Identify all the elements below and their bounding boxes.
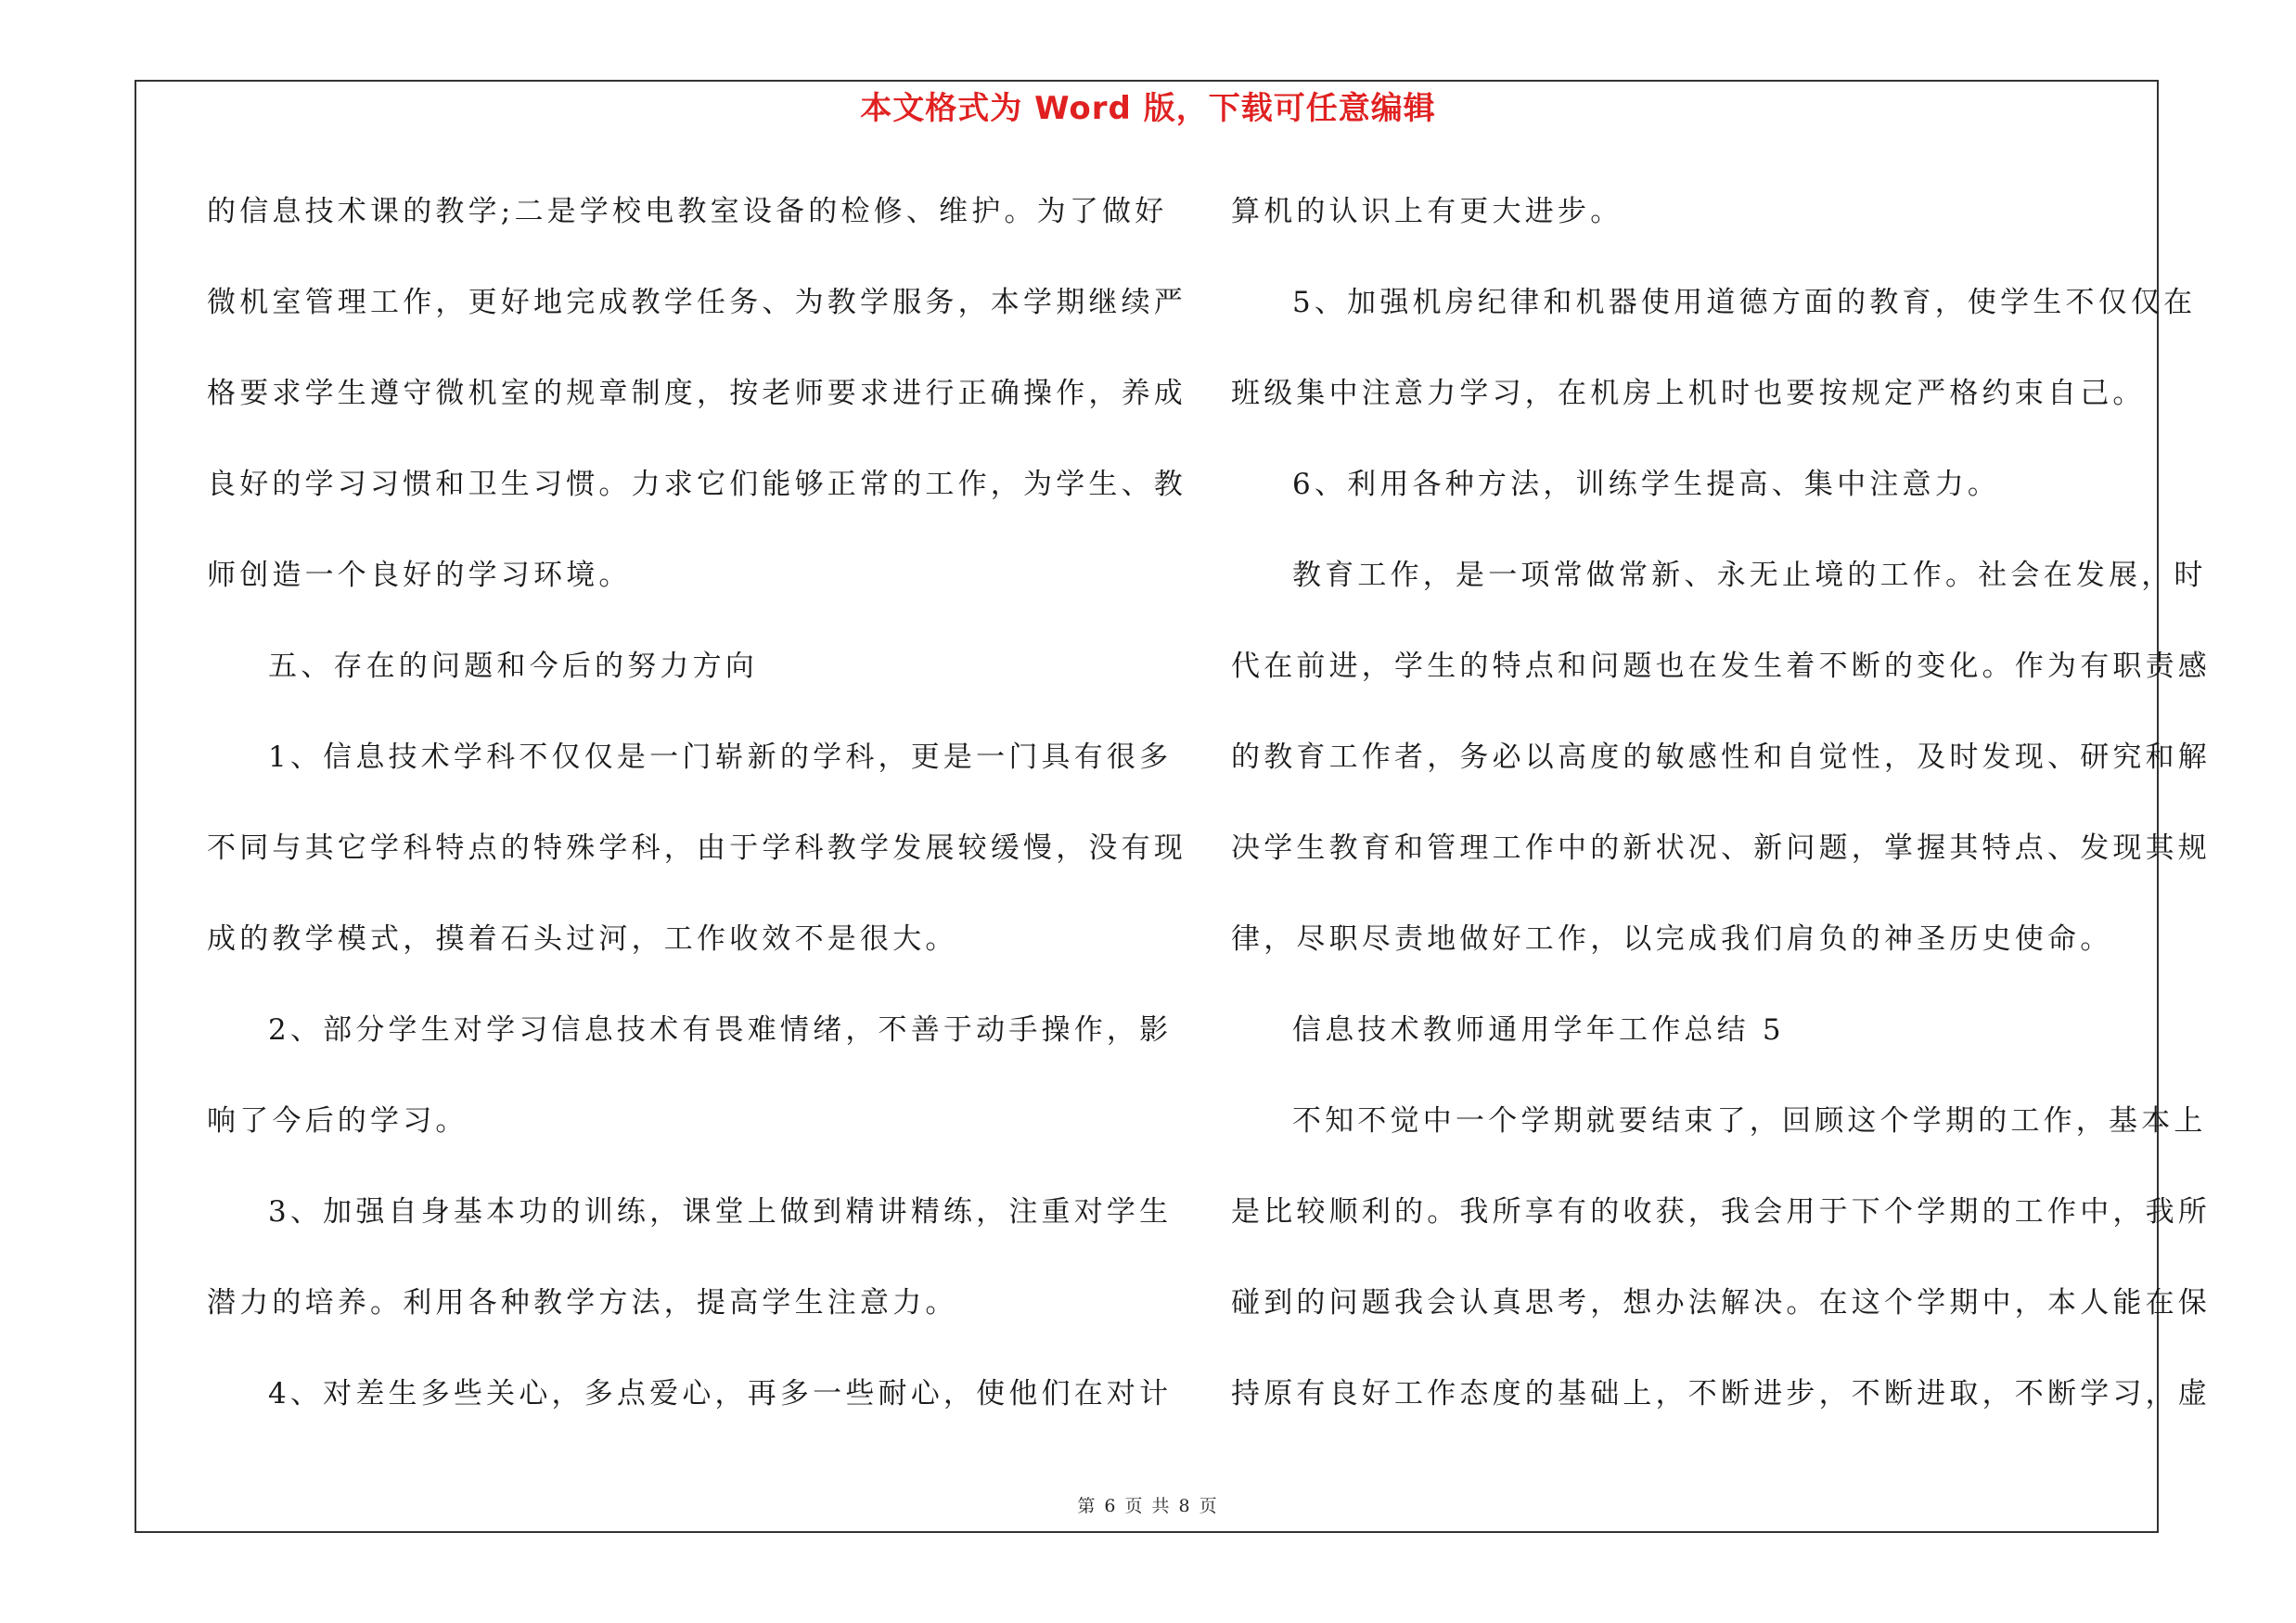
format-banner: 本文格式为 Word 版，下载可任意编辑 [860,90,1436,127]
text-line: 格要求学生遵守微机室的规章制度，按老师要求进行正确操作，养成 [207,377,1186,410]
text-line: 6、利用各种方法，训练学生提高、集中注意力。 [1292,468,2001,501]
text-line: 不知不觉中一个学期就要结束了，回顾这个学期的工作，基本上 [1292,1104,2207,1138]
text-line: 信息技术教师通用学年工作总结 5 [1292,1013,1785,1047]
text-line: 不同与其它学科特点的特殊学科，由于学科教学发展较缓慢，没有现 [207,831,1186,865]
text-line: 潜力的培养。利用各种教学方法，提高学生注意力。 [207,1286,958,1320]
text-line: 3、加强自身基本功的训练，课堂上做到精讲精练，注重对学生 [268,1195,1173,1229]
text-line: 良好的学习习惯和卫生习惯。力求它们能够正常的工作，为学生、教 [207,468,1186,501]
text-line: 碰到的问题我会认真思考，想办法解决。在这个学期中，本人能在保 [1231,1286,2211,1320]
text-line: 代在前进，学生的特点和问题也在发生着不断的变化。作为有职责感 [1231,650,2211,683]
text-line: 的教育工作者，务必以高度的敏感性和自觉性，及时发现、研究和解 [1231,741,2211,774]
text-line: 5、加强机房纪律和机器使用道德方面的教育，使学生不仅仅在 [1292,286,2197,319]
text-line: 算机的认识上有更大进步。 [1231,195,1623,228]
text-line: 微机室管理工作，更好地完成教学任务、为教学服务，本学期继续严 [207,286,1186,319]
text-line: 1、信息技术学科不仅仅是一门崭新的学科，更是一门具有很多 [268,741,1173,774]
text-line: 的信息技术课的教学;二是学校电教室设备的检修、维护。为了做好 [207,195,1168,228]
text-line: 2、部分学生对学习信息技术有畏难情绪，不善于动手操作，影 [268,1013,1173,1047]
text-line: 持原有良好工作态度的基础上，不断进步，不断进取，不断学习，虚 [1231,1377,2211,1410]
right-column [1231,178,2211,1451]
text-line: 班级集中注意力学习，在机房上机时也要按规定严格约束自己。 [1231,377,2146,410]
text-line: 4、对差生多些关心，多点爱心，再多一些耐心，使他们在对计 [268,1377,1173,1410]
text-line: 律，尽职尽责地做好工作，以完成我们肩负的神圣历史使命。 [1231,922,2113,956]
text-line: 决学生教育和管理工作中的新状况、新问题，掌握其特点、发现其规 [1231,831,2211,865]
text-line: 教育工作，是一项常做常新、永无止境的工作。社会在发展，时 [1292,559,2207,592]
text-line: 成的教学模式，摸着石头过河，工作收效不是很大。 [207,922,958,956]
text-line: 响了今后的学习。 [207,1104,468,1138]
text-line: 五、存在的问题和今后的努力方向 [268,650,758,683]
text-line: 是比较顺利的。我所享有的收获，我会用于下个学期的工作中，我所 [1231,1195,2211,1229]
text-line: 师创造一个良好的学习环境。 [207,559,632,592]
left-column [207,178,1186,1451]
page-number: 第 6 页 共 8 页 [1077,1496,1219,1516]
